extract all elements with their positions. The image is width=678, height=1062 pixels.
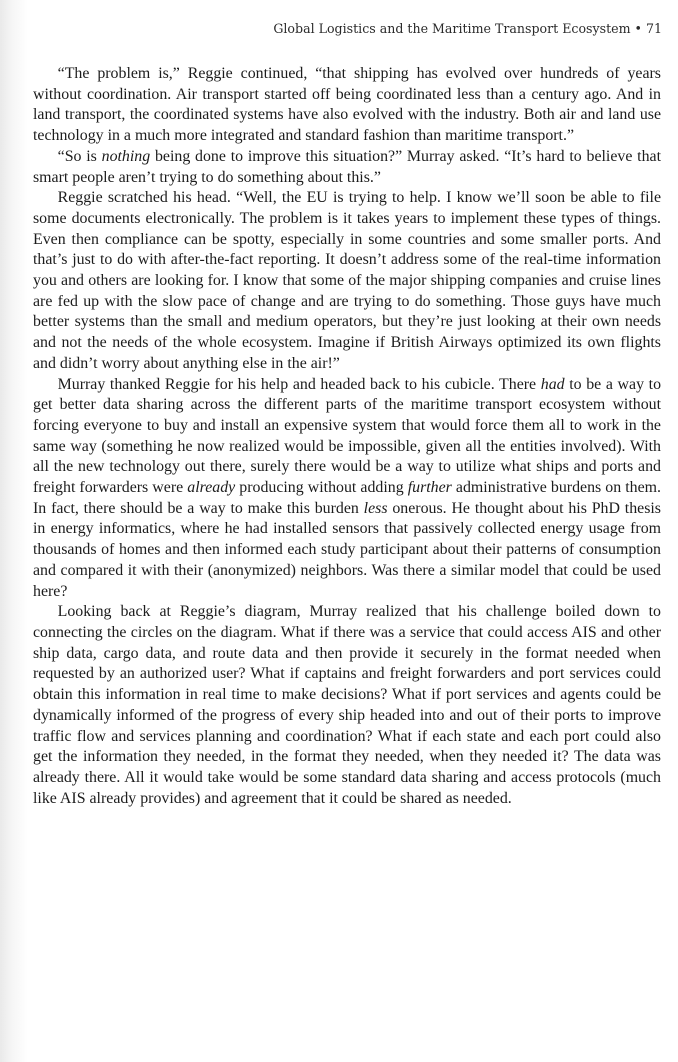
text-run: to be a way to get better data sharing across the different parts of the maritime transport ecosystem without forcing everyone to buy and install an expensive system that would force them all to work in the same way (something he now realized would be impossible, given all the entities involved). With all the new technology out there, surely there would be a way to utilize what ships and ports and freight forwarders were (33, 375, 662, 497)
text-run: being done to improve this situation?” Murray asked. “It’s hard to believe that smart people aren’t trying to do something about this.” (33, 147, 661, 186)
text-run: Looking back at Reggie’s diagram, Murray realized that his challenge boiled down to connecting the circles on the diagram. What if there was a service that could access AIS and other ship data, cargo data, and route data and then provide it securely in the format needed when requested by an authorized user? What if captains and freight forwarders and port services could obtain this information in real time to make decisions? What if port services and agents could be dynamically informed of the progress of every ship headed into and out of their ports to improve traffic flow and services planning and coordination? What if each state and each port could also get the information they needed, in the format they needed, when they needed it? The data was already there. All it would take would be some standard data sharing and access protocols (much like AIS already provides) and agreement that it could be shared as needed. (33, 603, 661, 807)
body-text (33, 64, 661, 809)
emphasized-text: further (407, 479, 452, 497)
emphasized-text: nothing (101, 147, 151, 165)
page-gutter-shadow (0, 0, 28, 1062)
text-run: “So is (57, 147, 102, 165)
running-head-title: Global Logistics and the Maritime Transport Ecosystem (273, 21, 631, 36)
text-run: Murray thanked Reggie for his help and headed back to his cubicle. There (57, 375, 541, 393)
emphasized-text: less (363, 499, 388, 517)
text-run: producing without adding (235, 479, 408, 497)
emphasized-text: had (540, 375, 565, 393)
emphasized-text: already (187, 479, 236, 497)
text-run: “The problem is,” Reggie continued, “that shipping has evolved over hundreds of years without coordination. Air transport started off being coordinated less than a century ago. And in land transport, the coordinated systems have also evolved with the industry. Both air and land use technology in a much more integrated and standard fashion than maritime transport.” (33, 65, 661, 145)
text-run: Reggie scratched his head. “Well, the EU is trying to help. I know we’ll soon be able to file some documents electronically. The problem is it takes years to implement these types of things. Even then compliance can be spotty, especially in some countries and some smaller ports. And that’s just to do with after-the-fact reporting. It doesn’t address some of the real-time information you and others are looking for. I know that some of the major shipping companies and cruise lines are fed up with the slow pace of change and are trying to do something. Those guys have much better systems than the small and medium operators, but they’re just looking at their own needs and not the needs of the whole ecosystem. Imagine if British Airways optimized its own flights and didn’t worry about anything else in the air!” (33, 189, 661, 372)
running-head (273, 21, 662, 36)
page-number: 71 (645, 21, 662, 36)
text-run: onerous. He thought about his PhD thesis in energy informatics, where he had installed sensors that passively collected energy usage from thousands of homes and then informed each study participant about their patterns of consumption and compared it with their (anonymized) neighbors. Was there a similar model that could be used here? (33, 499, 661, 600)
paragraph (33, 188, 661, 374)
paragraph (33, 147, 661, 188)
paragraph (33, 64, 661, 147)
running-head-separator: • (634, 21, 642, 36)
paragraph (33, 375, 661, 603)
paragraph (33, 602, 661, 809)
text-run: administrative burdens on them. In fact, there should be a way to make this burden (33, 479, 661, 517)
